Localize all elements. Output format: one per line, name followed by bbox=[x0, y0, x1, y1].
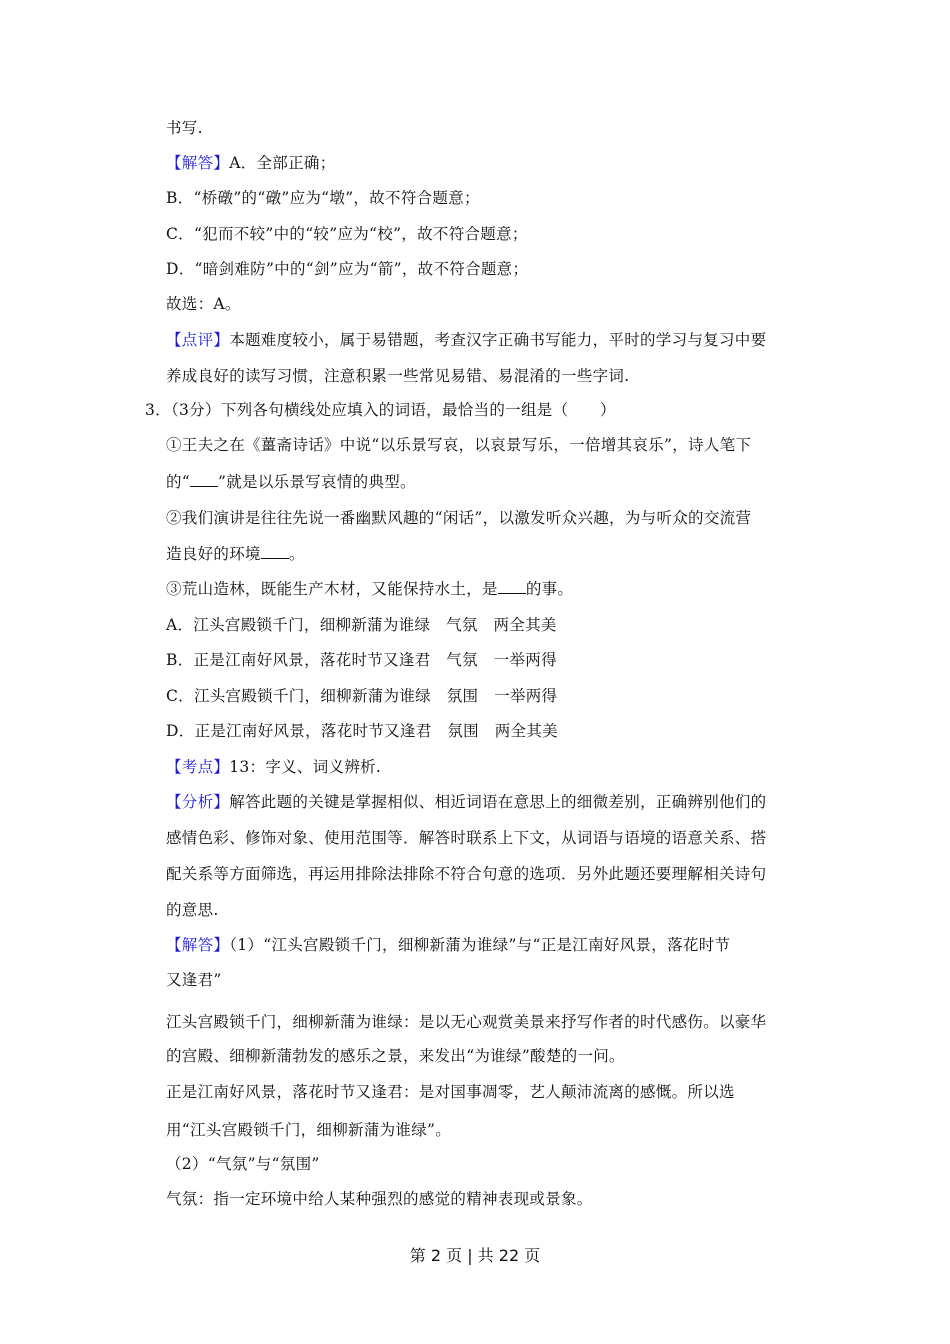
comment-line: 【点评】本题难度较小，属于易错题，考查汉字正确书写能力，平时的学习与复习中要 bbox=[166, 331, 767, 349]
sentence-1-cont: 的“ ”就是以乐景写哀情的典型。 bbox=[166, 473, 416, 491]
text-line: 的意思. bbox=[166, 901, 219, 919]
text-line: 用“江头宫殿锁千门，细柳新蒲为谁绿”。 bbox=[166, 1121, 452, 1139]
sentence-3: ③荒山造林，既能生产木材，又能保持水土，是 的事。 bbox=[166, 580, 574, 598]
answer-line: 【解答】（1）“江头宫殿锁千门，细柳新蒲为谁绿”与“正是江南好风景，落花时节 bbox=[166, 936, 731, 954]
option-c: C．江头宫殿锁千门，细柳新蒲为谁绿 氛围 一举两得 bbox=[166, 687, 558, 705]
question-stem: 3．（3分）下列各句横线处应填入的词语，最恰当的一组是（ ） bbox=[145, 401, 616, 419]
text-line: C．“犯而不较”中的“较”应为“校”，故不符合题意； bbox=[166, 225, 528, 243]
option-a: A．江头宫殿锁千门，细柳新蒲为谁绿 气氛 两全其美 bbox=[166, 616, 557, 634]
analysis-tag: 【分析】 bbox=[166, 793, 230, 811]
text-line: 江头宫殿锁千门，细柳新蒲为谁绿：是以无心观赏美景来抒写作者的时代感伤。以豪华 bbox=[166, 1013, 767, 1031]
text-line: 配关系等方面筛选，再运用排除法排除不符合句意的选项．另外此题还要理解相关诗句 bbox=[166, 865, 767, 883]
text-line: （2）“气氛”与“氛围” bbox=[166, 1155, 320, 1173]
text-line: B．“桥礅”的“礅”应为“墩”，故不符合题意； bbox=[166, 189, 480, 207]
answer-tag: 【解答】 bbox=[166, 154, 230, 172]
blank bbox=[261, 544, 289, 559]
text-line: 又逢君” bbox=[166, 971, 222, 989]
text-line: D．“暗剑难防”中的“剑”应为“箭”，故不符合题意； bbox=[166, 260, 529, 278]
text-line: 感情色彩、修饰对象、使用范围等．解答时联系上下文，从词语与语境的语意关系、搭 bbox=[166, 829, 767, 847]
option-b: B．正是江南好风景，落花时节又逢君 气氛 一举两得 bbox=[166, 651, 557, 669]
text-line: 养成良好的读写习惯，注意积累一些常见易错、易混淆的一些字词. bbox=[166, 367, 630, 385]
text-line: 故选：A。 bbox=[166, 295, 241, 313]
answer-tag: 【解答】 bbox=[166, 936, 230, 954]
page-footer: 第 2 页 | 共 22 页 bbox=[409, 1246, 541, 1265]
sentence-2-cont: 造良好的环境 。 bbox=[166, 545, 305, 563]
text-line: 的宫殿、细柳新蒲勃发的感乐之景，来发出“为谁绿”酸楚的一问。 bbox=[166, 1047, 625, 1065]
option-d: D．正是江南好风景，落花时节又逢君 氛围 两全其美 bbox=[166, 722, 558, 740]
blank bbox=[498, 579, 526, 594]
sentence-2: ②我们演讲是往往先说一番幽默风趣的“闲话”，以激发听众兴趣，为与听众的交流营 bbox=[166, 509, 752, 527]
analysis-line: 【分析】解答此题的关键是掌握相似、相近词语在意思上的细微差别，正确辨别他们的 bbox=[166, 793, 767, 811]
blank bbox=[190, 472, 218, 487]
text-line: 正是江南好风景，落花时节又逢君：是对国事凋零，艺人颠沛流离的感慨。所以选 bbox=[166, 1083, 735, 1101]
text-line: 书写. bbox=[166, 119, 203, 137]
comment-tag: 【点评】 bbox=[166, 331, 230, 349]
kaodian-line: 【考点】13：字义、词义辨析. bbox=[166, 758, 382, 776]
kaodian-tag: 【考点】 bbox=[166, 758, 230, 776]
answer-line: 【解答】A．全部正确； bbox=[166, 154, 336, 172]
text-line: 气氛：指一定环境中给人某种强烈的感觉的精神表现或景象。 bbox=[166, 1190, 593, 1208]
sentence-1: ①王夫之在《薑斋诗话》中说“以乐景写哀，以哀景写乐，一倍增其哀乐”，诗人笔下 bbox=[166, 436, 752, 454]
